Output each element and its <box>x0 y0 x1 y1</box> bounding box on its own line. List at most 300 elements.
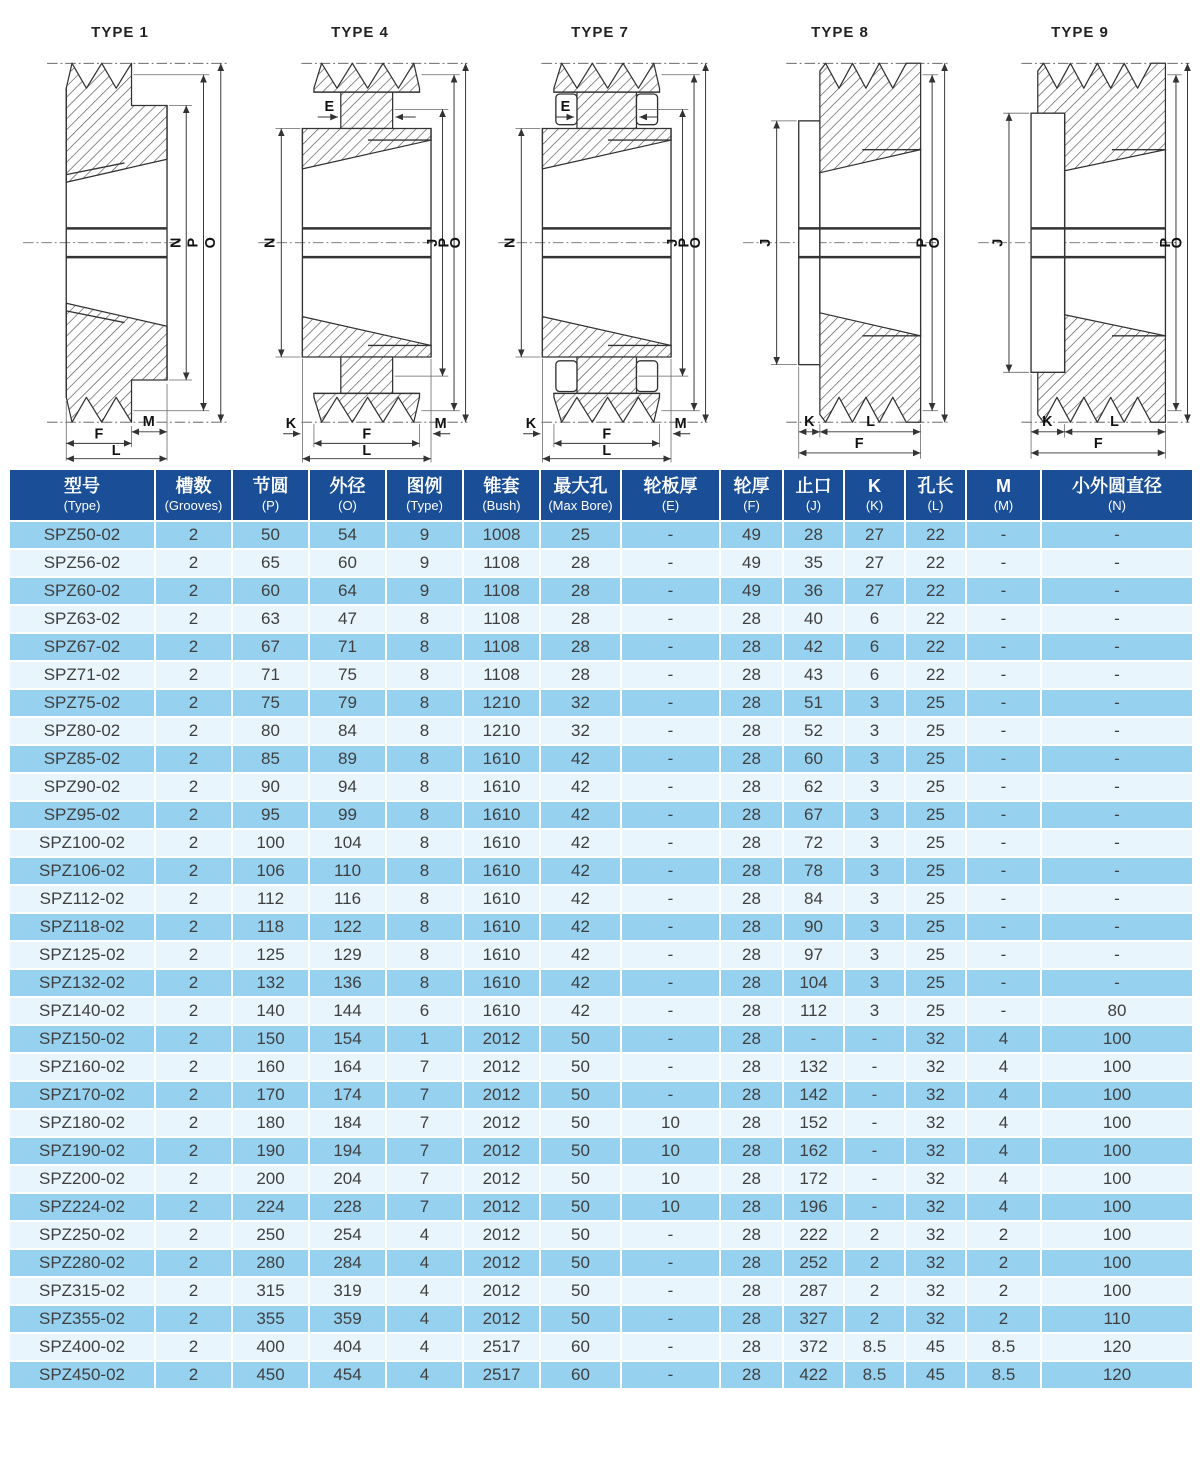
table-cell: 28 <box>720 857 783 885</box>
table-cell: SPZ355-02 <box>9 1305 155 1333</box>
table-cell: 2 <box>155 1333 232 1361</box>
table-cell: 7 <box>386 1081 463 1109</box>
table-cell: 22 <box>905 577 966 605</box>
drawing-type-7 <box>480 2 720 468</box>
dim-label-l: L <box>866 413 876 430</box>
table-cell: 10 <box>621 1137 720 1165</box>
table-cell: 2 <box>155 1305 232 1333</box>
table-cell: SPZ180-02 <box>9 1109 155 1137</box>
table-cell: 1008 <box>463 521 540 549</box>
table-cell: 36 <box>783 577 844 605</box>
table-cell: 28 <box>720 913 783 941</box>
table-cell: 49 <box>720 521 783 549</box>
table-cell: 8.5 <box>966 1361 1041 1389</box>
table-cell: 100 <box>1041 1249 1193 1277</box>
table-cell: 2012 <box>463 1081 540 1109</box>
table-cell: 355 <box>232 1305 309 1333</box>
table-cell: 2 <box>966 1305 1041 1333</box>
table-cell: 2 <box>155 521 232 549</box>
table-cell: 8 <box>386 801 463 829</box>
table-cell: 4 <box>386 1361 463 1389</box>
table-cell: SPZ100-02 <box>9 829 155 857</box>
table-cell: 100 <box>1041 1053 1193 1081</box>
table-row <box>9 1305 1193 1333</box>
table-cell: 25 <box>905 885 966 913</box>
table-cell: 50 <box>540 1025 621 1053</box>
table-cell: SPZ400-02 <box>9 1333 155 1361</box>
table-cell: SPZ132-02 <box>9 969 155 997</box>
col-header-outer-o: 外径 (O) <box>309 469 386 521</box>
table-cell: 1610 <box>463 745 540 773</box>
table-cell: 49 <box>720 577 783 605</box>
table-cell: - <box>621 773 720 801</box>
table-cell: 1210 <box>463 689 540 717</box>
table-row <box>9 745 1193 773</box>
table-cell: 200 <box>232 1165 309 1193</box>
col-header-grooves: 槽数 (Grooves) <box>155 469 232 521</box>
dim-label-f: F <box>94 426 104 443</box>
dim-label-o: O <box>687 236 704 249</box>
table-cell: 120 <box>1041 1361 1193 1389</box>
col-header-f: 轮厚 (F) <box>720 469 783 521</box>
table-row <box>9 1221 1193 1249</box>
table-cell: 2 <box>155 1137 232 1165</box>
table-cell: 100 <box>1041 1137 1193 1165</box>
table-cell: SPZ250-02 <box>9 1221 155 1249</box>
col-header-bush: 锥套 (Bush) <box>463 469 540 521</box>
table-cell: 28 <box>720 1361 783 1389</box>
table-cell: 35 <box>783 549 844 577</box>
table-cell: 2 <box>155 633 232 661</box>
table-cell: - <box>966 521 1041 549</box>
table-cell: - <box>966 857 1041 885</box>
table-cell: 1108 <box>463 661 540 689</box>
table-cell: 8 <box>386 885 463 913</box>
table-cell: 60 <box>232 577 309 605</box>
table-cell: 40 <box>783 605 844 633</box>
table-cell: - <box>621 1277 720 1305</box>
dim-label-l: L <box>362 442 372 459</box>
dim-label-o: O <box>1169 236 1186 249</box>
table-cell: 2 <box>155 1221 232 1249</box>
table-cell: 28 <box>720 1025 783 1053</box>
pulley-diagram-type-7 <box>482 46 718 468</box>
table-cell: 170 <box>232 1081 309 1109</box>
col-header-type: 型号 (Type) <box>9 469 155 521</box>
table-cell: SPZ160-02 <box>9 1053 155 1081</box>
table-cell: SPZ224-02 <box>9 1193 155 1221</box>
table-row <box>9 913 1193 941</box>
table-cell: - <box>621 1221 720 1249</box>
table-cell: - <box>1041 857 1193 885</box>
table-cell: 71 <box>232 661 309 689</box>
table-cell: 28 <box>720 1165 783 1193</box>
table-cell: 404 <box>309 1333 386 1361</box>
table-cell: 32 <box>905 1081 966 1109</box>
table-cell: 22 <box>905 521 966 549</box>
table-cell: - <box>966 969 1041 997</box>
table-cell: 10 <box>621 1165 720 1193</box>
table-cell: 8 <box>386 773 463 801</box>
table-cell: 144 <box>309 997 386 1025</box>
table-cell: 25 <box>905 717 966 745</box>
table-cell: 22 <box>905 633 966 661</box>
pulley-diagram-type-1 <box>2 46 238 468</box>
table-row <box>9 605 1193 633</box>
pulley-diagram-type-9 <box>962 46 1198 468</box>
table-cell: 8.5 <box>844 1333 905 1361</box>
table-cell: 25 <box>905 801 966 829</box>
table-cell: - <box>844 1053 905 1081</box>
table-cell: 28 <box>720 1081 783 1109</box>
table-cell: 54 <box>309 521 386 549</box>
table-cell: 327 <box>783 1305 844 1333</box>
table-cell: 28 <box>540 633 621 661</box>
table-cell: 1610 <box>463 913 540 941</box>
table-cell: SPZ95-02 <box>9 801 155 829</box>
table-row <box>9 1193 1193 1221</box>
spec-table <box>8 468 1194 1390</box>
table-cell: 1610 <box>463 885 540 913</box>
table-cell: - <box>621 1361 720 1389</box>
table-cell: 4 <box>966 1025 1041 1053</box>
table-cell: 50 <box>540 1137 621 1165</box>
table-cell: 80 <box>232 717 309 745</box>
table-cell: - <box>844 1165 905 1193</box>
table-cell: 78 <box>783 857 844 885</box>
table-cell: 3 <box>844 941 905 969</box>
table-cell: 118 <box>232 913 309 941</box>
table-cell: - <box>966 885 1041 913</box>
table-cell: 79 <box>309 689 386 717</box>
table-cell: 8 <box>386 605 463 633</box>
table-cell: 52 <box>783 717 844 745</box>
table-cell: 32 <box>905 1165 966 1193</box>
table-cell: - <box>621 745 720 773</box>
table-cell: 67 <box>783 801 844 829</box>
table-cell: 60 <box>540 1333 621 1361</box>
table-cell: 2 <box>155 549 232 577</box>
dim-label-j: J <box>664 238 681 247</box>
table-cell: 42 <box>540 773 621 801</box>
table-row <box>9 801 1193 829</box>
table-row <box>9 1109 1193 1137</box>
table-cell: 27 <box>844 521 905 549</box>
table-cell: - <box>1041 829 1193 857</box>
table-cell: 28 <box>720 1053 783 1081</box>
table-cell: SPZ190-02 <box>9 1137 155 1165</box>
table-cell: - <box>621 1249 720 1277</box>
table-cell: 28 <box>720 1137 783 1165</box>
table-cell: 2 <box>844 1277 905 1305</box>
table-cell: - <box>1041 885 1193 913</box>
table-cell: 32 <box>905 1305 966 1333</box>
table-cell: 1108 <box>463 633 540 661</box>
table-cell: 4 <box>966 1137 1041 1165</box>
table-cell: 28 <box>720 661 783 689</box>
table-cell: 152 <box>783 1109 844 1137</box>
dim-label-k: K <box>525 415 537 432</box>
table-cell: 64 <box>309 577 386 605</box>
table-cell: 125 <box>232 941 309 969</box>
table-cell: - <box>621 941 720 969</box>
table-cell: 280 <box>232 1249 309 1277</box>
table-cell: 150 <box>232 1025 309 1053</box>
table-cell: 196 <box>783 1193 844 1221</box>
drawing-type-8 <box>720 2 960 468</box>
table-cell: 100 <box>1041 1165 1193 1193</box>
table-cell: 32 <box>905 1193 966 1221</box>
table-cell: 32 <box>905 1137 966 1165</box>
table-cell: 319 <box>309 1277 386 1305</box>
table-cell: 120 <box>1041 1333 1193 1361</box>
table-cell: 3 <box>844 969 905 997</box>
table-cell: 3 <box>844 801 905 829</box>
table-cell: - <box>966 549 1041 577</box>
table-cell: 7 <box>386 1193 463 1221</box>
table-cell: 2 <box>844 1305 905 1333</box>
table-cell: 8.5 <box>844 1361 905 1389</box>
table-cell: 9 <box>386 549 463 577</box>
table-cell: 65 <box>232 549 309 577</box>
table-cell: 3 <box>844 913 905 941</box>
table-cell: 110 <box>309 857 386 885</box>
table-cell: 25 <box>905 913 966 941</box>
table-cell: 42 <box>540 745 621 773</box>
table-cell: 2012 <box>463 1193 540 1221</box>
table-cell: 28 <box>720 885 783 913</box>
table-cell: 287 <box>783 1277 844 1305</box>
dim-label-j: J <box>757 238 774 247</box>
table-cell: 250 <box>232 1221 309 1249</box>
table-cell: 32 <box>905 1109 966 1137</box>
table-cell: - <box>621 913 720 941</box>
table-cell: - <box>966 689 1041 717</box>
table-cell: SPZ118-02 <box>9 913 155 941</box>
dim-label-j: J <box>424 238 441 247</box>
table-cell: SPZ315-02 <box>9 1277 155 1305</box>
table-cell: SPZ80-02 <box>9 717 155 745</box>
table-cell: 25 <box>540 521 621 549</box>
table-cell: 94 <box>309 773 386 801</box>
table-cell: - <box>1041 773 1193 801</box>
table-cell: 2 <box>155 745 232 773</box>
dim-label-o: O <box>926 236 943 249</box>
table-row <box>9 1165 1193 1193</box>
table-cell: 28 <box>540 549 621 577</box>
table-cell: 50 <box>232 521 309 549</box>
table-cell: 1210 <box>463 717 540 745</box>
table-cell: - <box>966 745 1041 773</box>
table-cell: 25 <box>905 941 966 969</box>
dim-label-e: E <box>560 98 571 115</box>
table-cell: 224 <box>232 1193 309 1221</box>
table-cell: 50 <box>540 1053 621 1081</box>
table-cell: 8 <box>386 969 463 997</box>
table-cell: 28 <box>540 577 621 605</box>
table-cell: - <box>621 1333 720 1361</box>
table-cell: 252 <box>783 1249 844 1277</box>
dim-label-f: F <box>362 426 372 443</box>
drawing-title: TYPE 1 <box>91 24 149 41</box>
table-cell: SPZ140-02 <box>9 997 155 1025</box>
table-cell: 50 <box>540 1109 621 1137</box>
table-cell: 9 <box>386 521 463 549</box>
table-cell: SPZ85-02 <box>9 745 155 773</box>
table-cell: - <box>966 913 1041 941</box>
dim-label-p: P <box>1158 237 1175 248</box>
table-cell: 50 <box>540 1221 621 1249</box>
table-cell: 180 <box>232 1109 309 1137</box>
table-cell: 2 <box>155 689 232 717</box>
table-cell: - <box>621 549 720 577</box>
table-cell: - <box>966 829 1041 857</box>
table-cell: 2 <box>155 801 232 829</box>
table-cell: 42 <box>540 913 621 941</box>
table-cell: 60 <box>783 745 844 773</box>
col-header-k: K (K) <box>844 469 905 521</box>
table-cell: 112 <box>232 885 309 913</box>
dim-label-n: N <box>502 237 519 248</box>
table-cell: 28 <box>720 1305 783 1333</box>
table-cell: 6 <box>386 997 463 1025</box>
table-cell: 2 <box>155 605 232 633</box>
table-cell: 100 <box>1041 1221 1193 1249</box>
table-cell: 164 <box>309 1053 386 1081</box>
table-cell: 162 <box>783 1137 844 1165</box>
table-cell: 25 <box>905 857 966 885</box>
table-cell: 2 <box>155 1109 232 1137</box>
table-cell: 454 <box>309 1361 386 1389</box>
table-cell: 100 <box>1041 1025 1193 1053</box>
table-cell: - <box>966 633 1041 661</box>
table-cell: 104 <box>309 829 386 857</box>
dim-label-n: N <box>168 237 185 248</box>
table-cell: 2 <box>155 1277 232 1305</box>
table-cell: 106 <box>232 857 309 885</box>
table-row <box>9 521 1193 549</box>
table-cell: SPZ170-02 <box>9 1081 155 1109</box>
table-cell: 1108 <box>463 549 540 577</box>
table-cell: 132 <box>232 969 309 997</box>
dim-label-j: J <box>990 238 1007 247</box>
table-cell: 62 <box>783 773 844 801</box>
table-cell: 50 <box>540 1249 621 1277</box>
table-cell: 359 <box>309 1305 386 1333</box>
table-row <box>9 1025 1193 1053</box>
table-cell: 97 <box>783 941 844 969</box>
table-cell: 3 <box>844 885 905 913</box>
table-cell: - <box>966 661 1041 689</box>
table-cell: 2 <box>155 969 232 997</box>
table-cell: SPZ50-02 <box>9 521 155 549</box>
table-cell: 75 <box>232 689 309 717</box>
table-body <box>9 521 1193 1389</box>
table-cell: 2 <box>966 1249 1041 1277</box>
table-cell: SPZ60-02 <box>9 577 155 605</box>
table-cell: 28 <box>720 1193 783 1221</box>
table-row <box>9 661 1193 689</box>
table-cell: 25 <box>905 745 966 773</box>
table-cell: 42 <box>540 857 621 885</box>
table-cell: 2 <box>844 1221 905 1249</box>
pulley-diagram-type-4 <box>242 46 478 468</box>
dim-label-l: L <box>111 442 121 459</box>
table-cell: 100 <box>1041 1109 1193 1137</box>
table-cell: - <box>1041 717 1193 745</box>
table-cell: 228 <box>309 1193 386 1221</box>
table-cell: SPZ71-02 <box>9 661 155 689</box>
table-cell: - <box>621 689 720 717</box>
table-cell: 28 <box>783 521 844 549</box>
table-cell: 1610 <box>463 801 540 829</box>
table-cell: SPZ63-02 <box>9 605 155 633</box>
drawing-type-1 <box>0 2 240 468</box>
table-cell: 160 <box>232 1053 309 1081</box>
table-cell: 2 <box>155 1249 232 1277</box>
table-cell: 3 <box>844 745 905 773</box>
table-cell: 72 <box>783 829 844 857</box>
drawings-row <box>0 0 1200 468</box>
table-cell: 184 <box>309 1109 386 1137</box>
table-cell: - <box>844 1193 905 1221</box>
table-row <box>9 941 1193 969</box>
table-cell: - <box>966 801 1041 829</box>
table-cell: 122 <box>309 913 386 941</box>
drawing-title: TYPE 9 <box>1051 24 1109 41</box>
drawing-type-4 <box>240 2 480 468</box>
table-cell: - <box>621 605 720 633</box>
table-cell: 80 <box>1041 997 1193 1025</box>
table-cell: 4 <box>966 1193 1041 1221</box>
table-cell: 45 <box>905 1361 966 1389</box>
table-cell: 284 <box>309 1249 386 1277</box>
table-cell: 2 <box>155 717 232 745</box>
table-cell: 22 <box>905 605 966 633</box>
table-cell: 4 <box>966 1109 1041 1137</box>
table-cell: 422 <box>783 1361 844 1389</box>
dim-label-k: K <box>285 415 297 432</box>
pulley-diagram-type-8 <box>722 46 958 468</box>
table-cell: 110 <box>1041 1305 1193 1333</box>
table-cell: 28 <box>720 689 783 717</box>
table-cell: 400 <box>232 1333 309 1361</box>
table-cell: 90 <box>232 773 309 801</box>
table-cell: 7 <box>386 1109 463 1137</box>
table-cell: 42 <box>540 997 621 1025</box>
table-cell: - <box>621 969 720 997</box>
table-cell: 2012 <box>463 1249 540 1277</box>
table-cell: 4 <box>386 1249 463 1277</box>
col-header-n: 小外圆直径 (N) <box>1041 469 1193 521</box>
table-cell: 25 <box>905 997 966 1025</box>
table-cell: - <box>966 997 1041 1025</box>
table-cell: 194 <box>309 1137 386 1165</box>
table-cell: 28 <box>720 1277 783 1305</box>
table-cell: 3 <box>844 773 905 801</box>
table-cell: 2 <box>844 1249 905 1277</box>
table-cell: 4 <box>386 1221 463 1249</box>
table-cell: 32 <box>905 1221 966 1249</box>
table-cell: 1610 <box>463 969 540 997</box>
table-cell: 7 <box>386 1053 463 1081</box>
table-cell: 28 <box>720 717 783 745</box>
table-cell: 90 <box>783 913 844 941</box>
table-cell: 4 <box>386 1277 463 1305</box>
table-cell: 45 <box>905 1333 966 1361</box>
table-cell: SPZ56-02 <box>9 549 155 577</box>
table-cell: - <box>1041 633 1193 661</box>
